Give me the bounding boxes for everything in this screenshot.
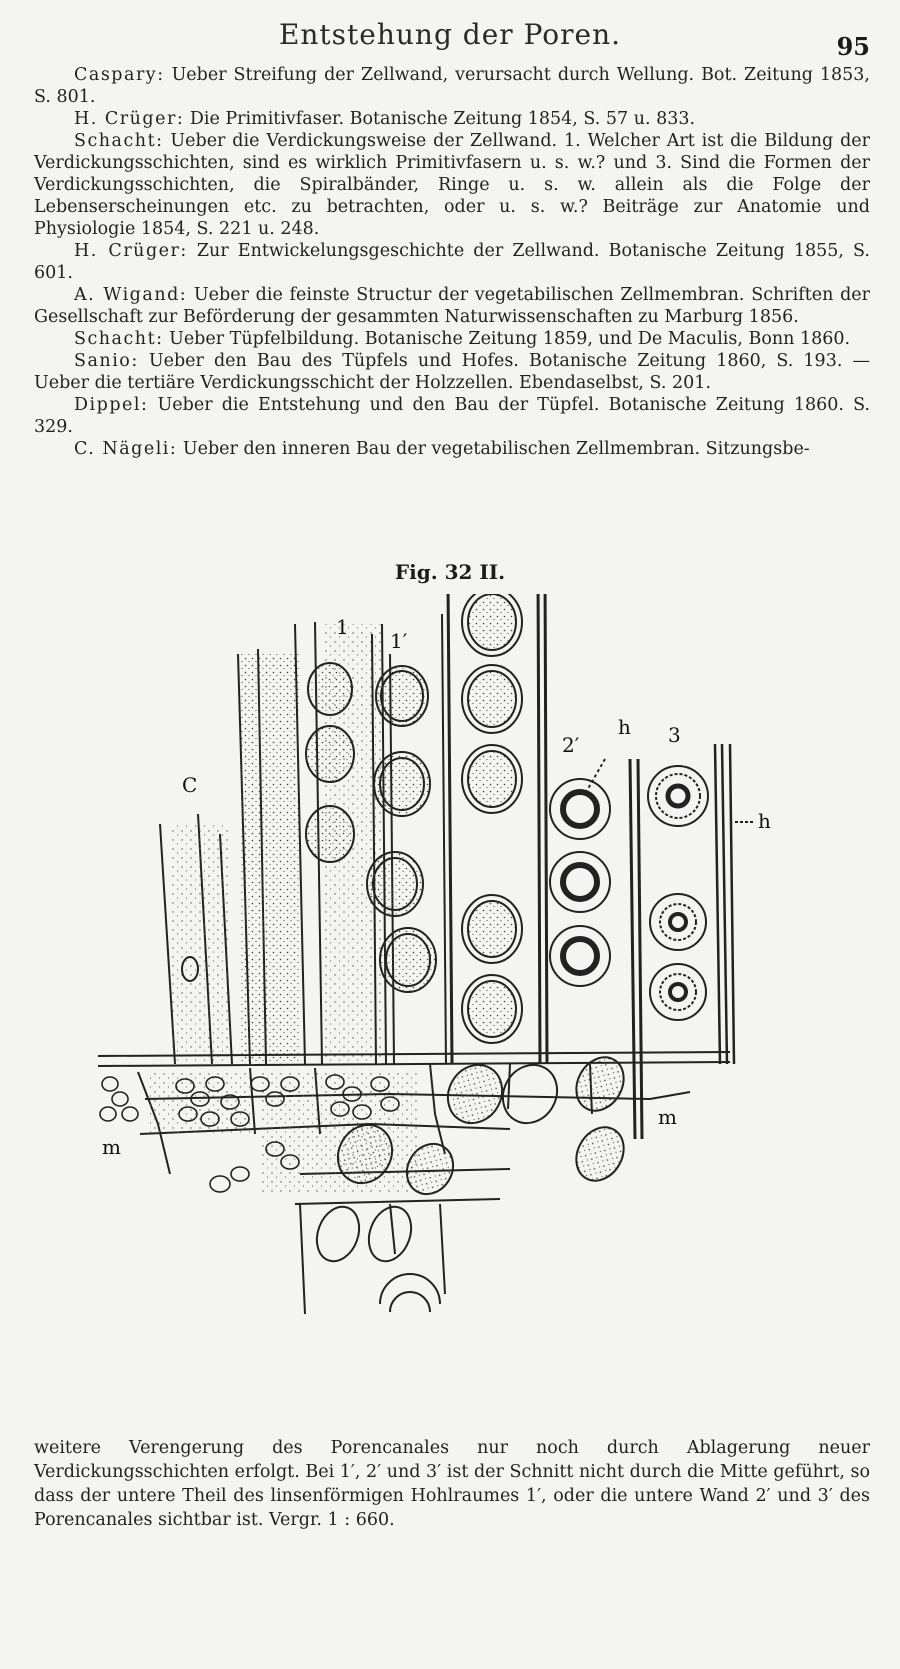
botanical-illustration — [90, 594, 870, 1434]
cell-column-3 — [648, 744, 755, 1064]
label-3: 3 — [668, 723, 681, 747]
reference-author: H. Crüger: — [74, 241, 188, 261]
reference-entry — [34, 108, 870, 130]
reference-author: Schacht: — [74, 329, 164, 349]
cell-column-2 — [448, 594, 547, 1064]
label-m-right: m — [658, 1105, 677, 1129]
reference-author: Caspary: — [74, 65, 165, 85]
reference-text: Ueber die Entstehung und den Bau der Tüpfel. Botanische Zeitung 1860. S. 329. — [34, 395, 870, 437]
reference-text: Ueber Tüpfelbildung. Botanische Zeitung 1859, und De Maculis, Bonn 1860. — [169, 329, 851, 349]
reference-text: Ueber die Verdickungsweise der Zellwand. 1. Welcher Art ist die Bildung der Verdickungsschichten, sind es wirklich Primitivfasern u. s. w.? und 3. Sind die Formen der Verdickungsschichten, die Spiralbänder, Ringe u. s. w. allein als die Folge der Lebenserscheinungen etc. zu betrachten, oder u. s. w.? Beiträge zur Anatomie und Physiologie 1854, S. 221 u. 248. — [34, 131, 870, 239]
figure-label: Fig. 32 II. — [394, 560, 506, 584]
reference-entry — [34, 240, 870, 284]
reference-text: Zur Entwickelungsgeschichte der Zellwand. Botanische Zeitung 1855, S. 601. — [34, 241, 870, 283]
reference-text: Die Primitivfaser. Botanische Zeitung 1854, S. 57 u. 833. — [189, 109, 696, 129]
label-m-left: m — [102, 1135, 121, 1159]
running-title: Entstehung der Poren. — [278, 18, 622, 51]
reference-author: H. Crüger: — [74, 109, 185, 129]
page-header — [0, 14, 900, 61]
reference-author: Dippel: — [74, 395, 149, 415]
reference-text: Ueber den inneren Bau der vegetabilischen Zellmembran. Sitzungsbe- — [182, 439, 810, 459]
reference-entry — [34, 284, 870, 328]
label-2-prime: 2′ — [562, 733, 580, 757]
label-c: C — [182, 773, 198, 797]
label-1-prime: 1′ — [390, 629, 408, 653]
cell-column-1 — [306, 624, 386, 1064]
reference-author: A. Wigand: — [74, 285, 188, 305]
reference-entry — [34, 130, 870, 240]
cell-tissue-drawing — [90, 594, 870, 1434]
elongated-cells-left — [160, 622, 322, 1064]
figure-caption: weitere Verengerung des Porencanales nur noch durch Ablagerung neuer Verdickungsschichten erfolgt. Bei 1′, 2′ und 3′ ist der Schnitt nicht durch die Mitte geführt, so dass der untere Theil des linsenförmigen Hohlraumes 1′, oder die untere Wand 2′ und 3′ des Porencanales sichtbar ist. Vergr. 1 : 660. — [34, 1438, 870, 1530]
label-1: 1 — [336, 615, 349, 639]
reference-text: Ueber die feinste Structur der vegetabilischen Zellmembran. Schriften der Gesellschaft zur Beförderung der gesammten Naturwissenschaften zu Marburg 1856. — [34, 285, 870, 327]
reference-text: Ueber Streifung der Zellwand, verursacht durch Wellung. Bot. Zeitung 1853, S. 801. — [34, 65, 870, 107]
reference-author: Sanio: — [74, 351, 139, 371]
reference-entry — [34, 328, 870, 350]
reference-entry — [34, 394, 870, 438]
reference-text: Ueber den Bau des Tüpfels und Hofes. Botanische Zeitung 1860, S. 193. — Ueber die tertiäre Verdickungsschicht der Holzzellen. Ebendaselbst, S. 201. — [34, 351, 870, 393]
reference-entry — [34, 64, 870, 108]
reference-author: Schacht: — [74, 131, 164, 151]
reference-entry — [34, 350, 870, 394]
reference-list — [34, 64, 870, 460]
page-number: 95 — [836, 32, 870, 61]
label-h-left: h — [618, 715, 631, 739]
label-h-right: h — [758, 809, 771, 833]
reference-author: C. Nägeli: — [74, 439, 178, 459]
reference-entry — [34, 438, 870, 460]
